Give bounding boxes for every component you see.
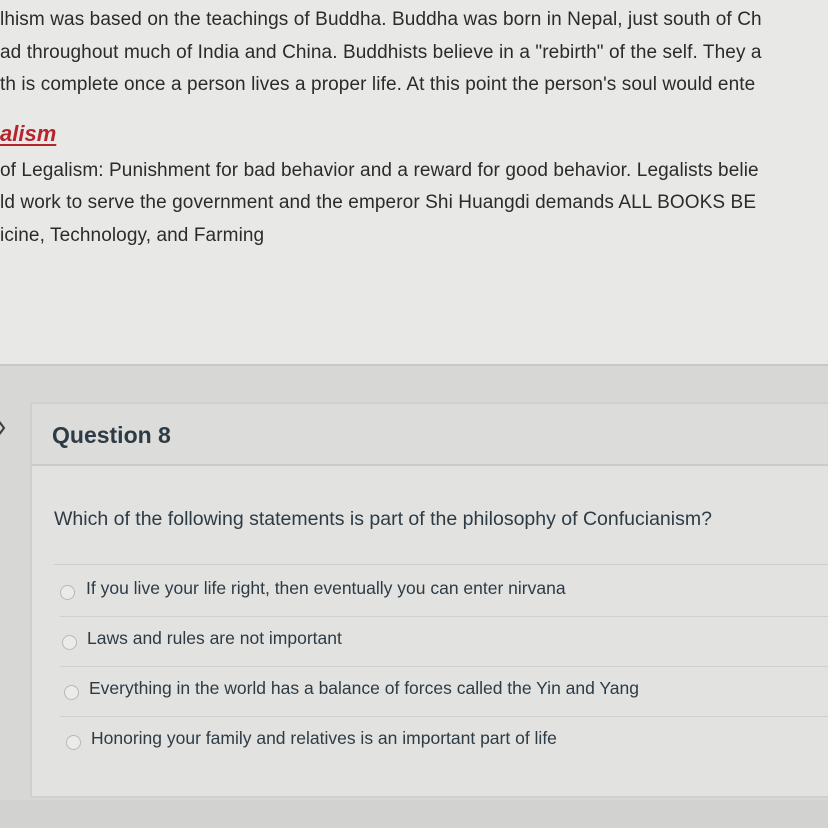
radio-icon[interactable] — [66, 735, 81, 750]
flag-icon[interactable] — [0, 418, 6, 438]
question-header — [32, 404, 828, 466]
answer-label: Laws and rules are not important — [87, 628, 342, 648]
answer-option[interactable] — [60, 616, 828, 667]
prompt-divider — [54, 564, 828, 565]
question-prompt: Which of the following statements is part of the philosophy of Confucianism? — [54, 508, 712, 530]
page-footer-band — [0, 800, 828, 828]
answer-label: If you live your life right, then eventually you can enter nirvana — [86, 578, 566, 598]
answer-label: Honoring your family and relatives is an important part of life — [91, 728, 557, 748]
legalism-heading: alism — [0, 121, 57, 146]
passage-line: of Legalism: Punishment for bad behavior and a reward for good behavior. Legalists belie — [0, 160, 759, 181]
answer-option[interactable] — [60, 566, 828, 617]
passage-line: ad throughout much of India and China. Buddhists believe in a "rebirth" of the self. They a — [0, 42, 762, 63]
answer-label: Everything in the world has a balance of forces called the Yin and Yang — [89, 678, 639, 698]
passage-line: ld work to serve the government and the emperor Shi Huangdi demands ALL BOOKS BE — [0, 192, 757, 213]
answer-option[interactable] — [60, 716, 828, 766]
section-divider — [0, 364, 828, 366]
radio-icon[interactable] — [60, 585, 75, 600]
answer-option[interactable] — [60, 666, 828, 717]
reading-passage — [0, 0, 828, 365]
passage-line: icine, Technology, and Farming — [0, 225, 265, 246]
passage-line: lhism was based on the teachings of Buddha. Buddha was born in Nepal, just south of Ch — [0, 9, 762, 30]
radio-icon[interactable] — [62, 635, 77, 650]
radio-icon[interactable] — [64, 685, 79, 700]
passage-line: th is complete once a person lives a proper life. At this point the person's soul would ente — [0, 74, 756, 95]
question-title: Question 8 — [52, 422, 171, 448]
question-card — [30, 402, 828, 798]
